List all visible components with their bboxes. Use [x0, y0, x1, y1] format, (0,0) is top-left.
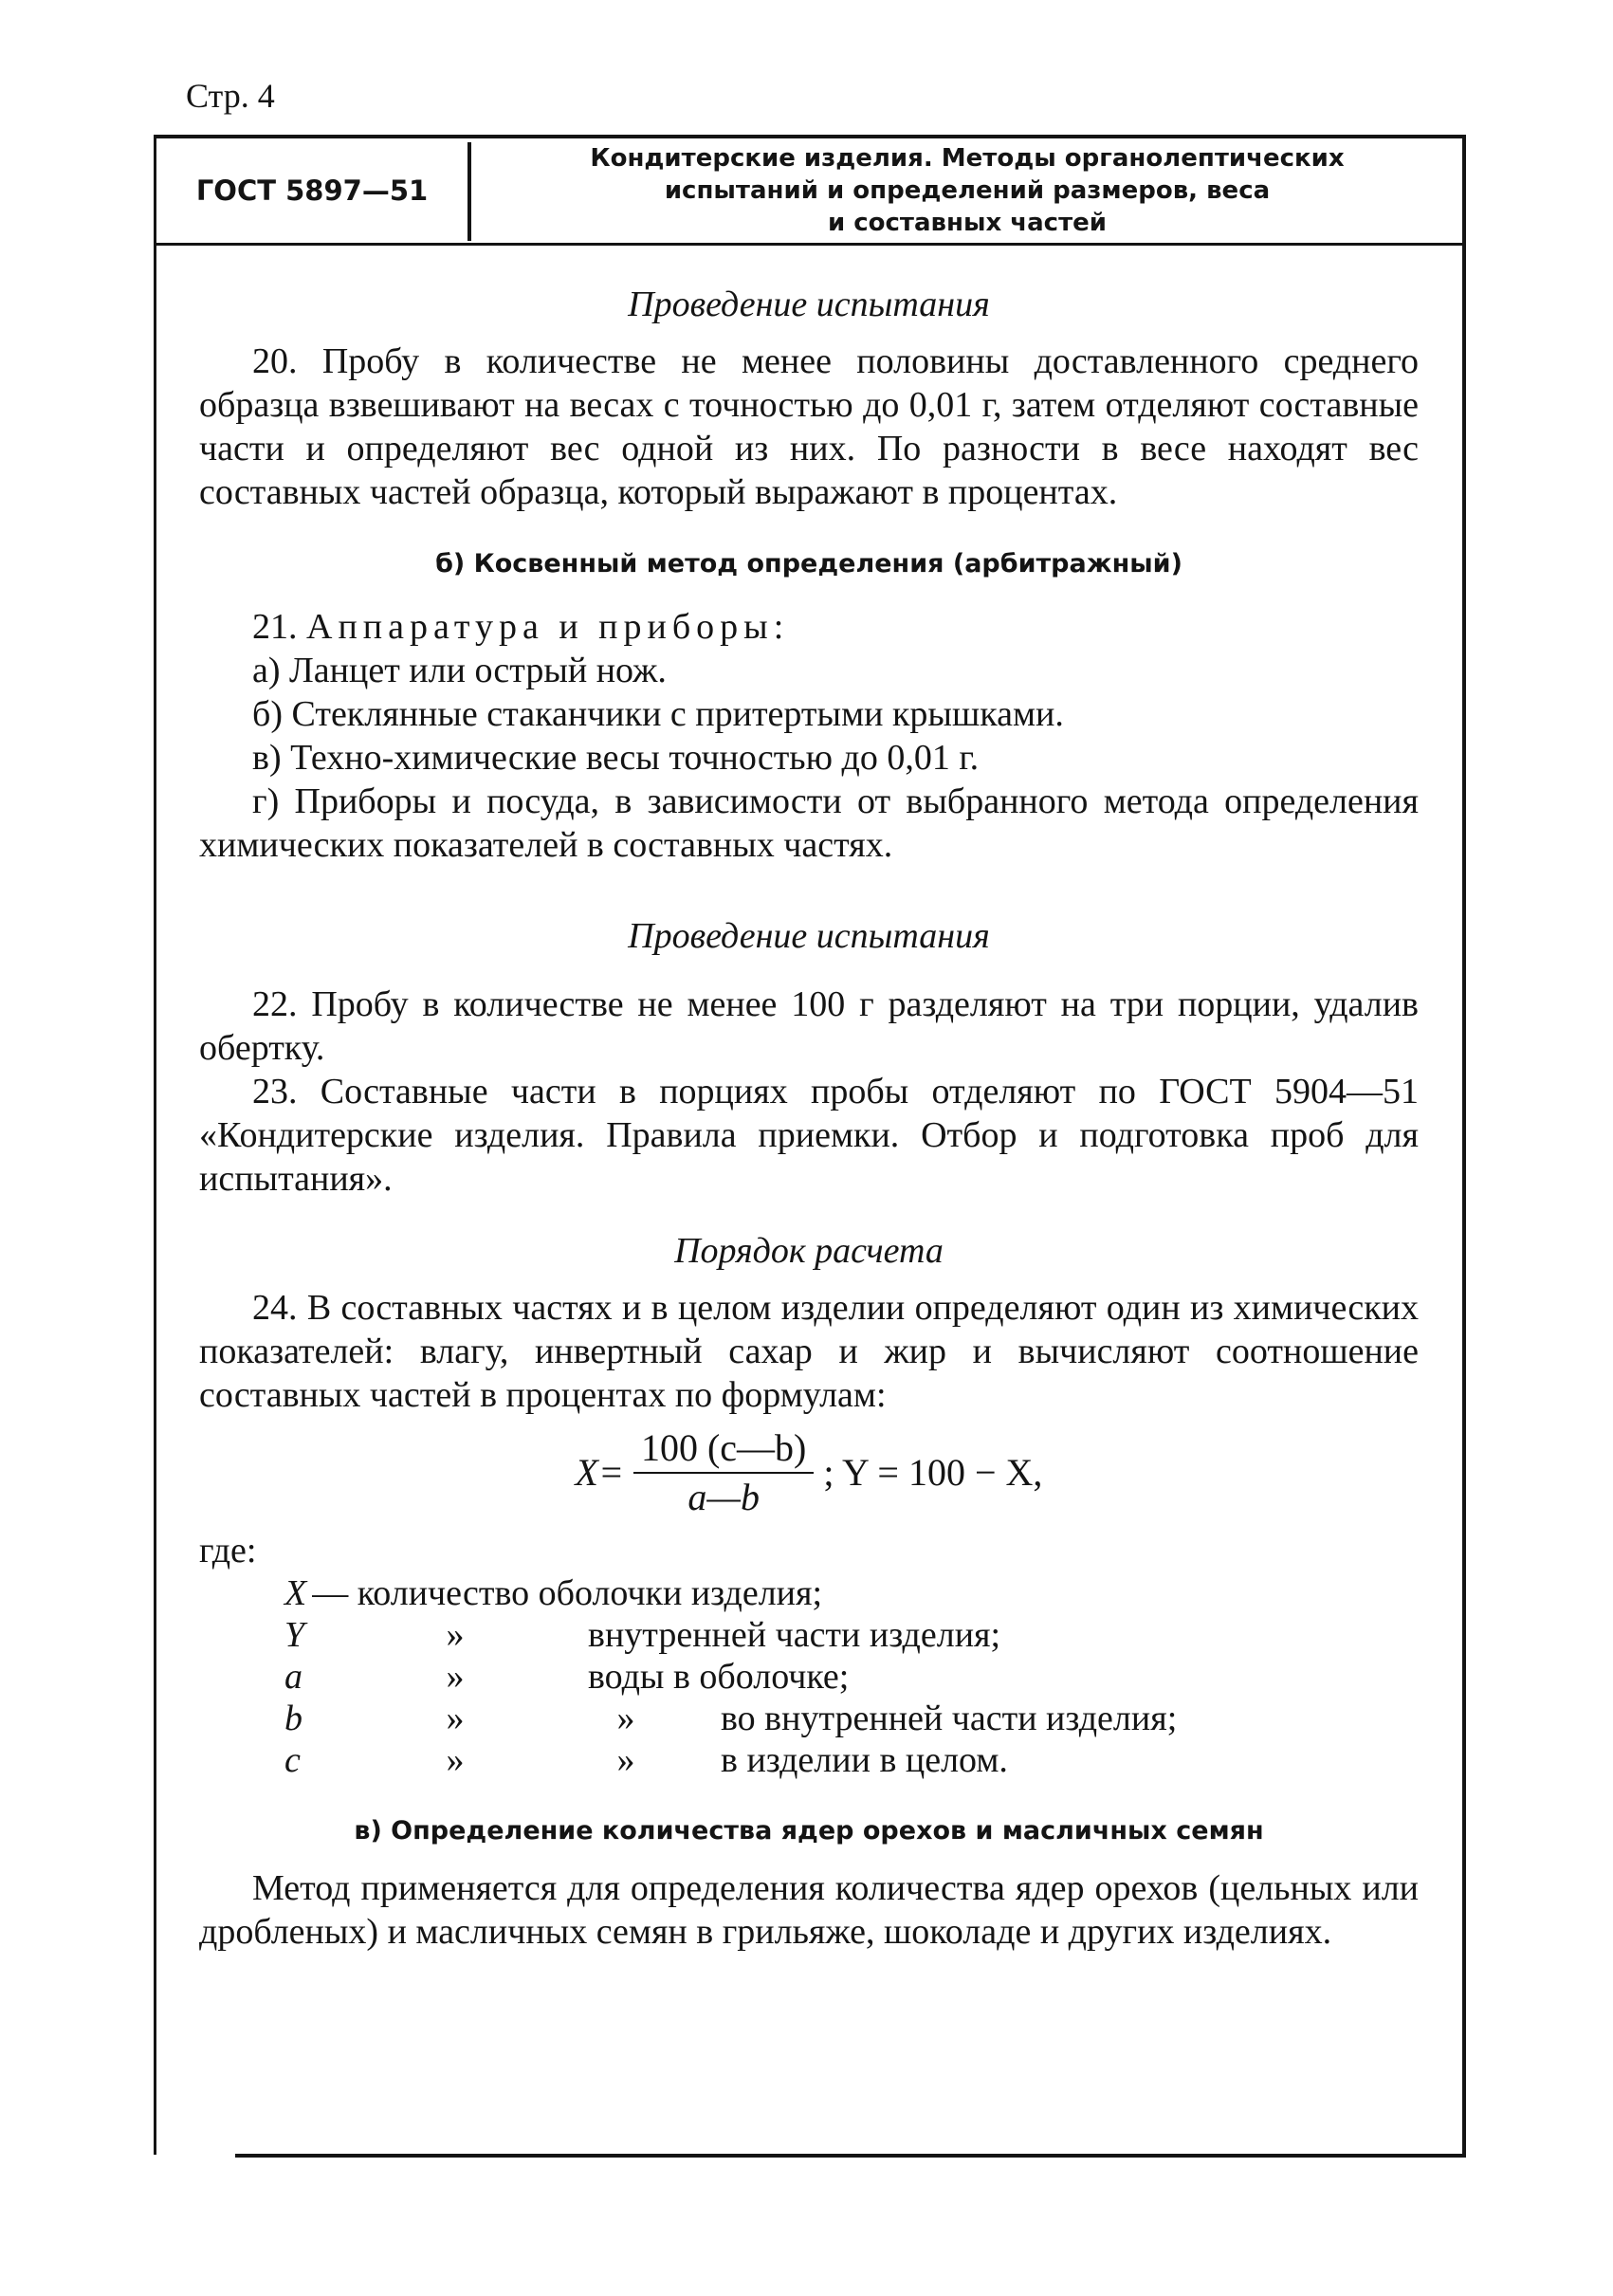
heading-testing-2: Проведение испытания [628, 916, 990, 956]
legend-symbol: Y [284, 1615, 305, 1655]
paragraph-23: 23. Составные части в порциях пробы отделяют по ГОСТ 5904—51 «Кондитерские изделия. Правила приемки. Отбор и подготовка проб для испытания». [199, 1072, 1419, 1199]
paragraph-24: 24. В составных частях и в целом изделии определяют один из химических показателей: влагу, инвертный сахар и жир и вычисляют соотношение составных частей в процентах по формулам: [199, 1288, 1419, 1415]
legend-symbol: b [284, 1699, 302, 1738]
paragraph-21-number: 21. [252, 607, 298, 647]
paragraph-22: 22. Пробу в количестве не менее 100 г разделяют на три порции, удалив обертку. [199, 984, 1419, 1068]
gost-title [474, 138, 1460, 243]
legend-text: воды в оболочке; [588, 1657, 850, 1697]
legend-row [284, 1614, 1419, 1656]
frame-bottom-line [235, 2154, 1465, 2158]
legend-text: в изделии в целом. [721, 1740, 1008, 1780]
heading-calculation: Порядок расчета [674, 1231, 944, 1271]
formula-rest: ; Y = 100 − X, [823, 1451, 1043, 1494]
legend-ditto: » [616, 1699, 635, 1738]
legend-row [284, 1698, 1419, 1739]
formula-lhs: X= [575, 1451, 624, 1494]
frame-header-line [154, 243, 1465, 246]
heading-nut-kernels: в) Определение количества ядер орехов и масличных семян [354, 1816, 1264, 1846]
paragraph-21-title-text: Аппаратура и приборы: [306, 607, 790, 647]
legend-symbol: X [284, 1573, 307, 1613]
gost-code: ГОСТ 5897—51 [195, 174, 429, 207]
document-body [199, 283, 1419, 1954]
legend-row [284, 1572, 1419, 1614]
frame-left-line [154, 135, 156, 2155]
legend-symbol: c [284, 1740, 301, 1780]
legend-row [284, 1739, 1419, 1781]
paragraph-20: 20. Пробу в количестве не менее половины доставленного среднего образца взвешивают на весах с точностью до 0,01 г, затем отделяют составные части и определяют вес одной из них. По разности в весе находят вес составных частей образца, который выражают в процентах. [199, 341, 1419, 512]
gost-title-line-2: испытаний и определений размеров, веса [664, 176, 1271, 205]
gost-title-line-3: и составных частей [827, 209, 1108, 237]
list-item-b: б) Стеклянные стаканчики с притертыми крышками. [252, 694, 1064, 734]
formula-denominator: a—b [687, 1476, 760, 1518]
legend-text: во внутренней части изделия; [721, 1699, 1178, 1738]
page-number: Стр. 4 [186, 77, 275, 115]
list-item-v: в) Техно-химические весы точностью до 0,01 г. [252, 738, 980, 778]
legend-symbol: a [284, 1657, 302, 1697]
paragraph-21-title [199, 605, 1419, 649]
legend-ditto: » [446, 1615, 465, 1655]
where-label: где: [199, 1531, 257, 1570]
heading-testing-1: Проведение испытания [628, 285, 990, 324]
formula-numerator: 100 (c—b) [633, 1426, 814, 1474]
list-item-a: а) Ланцет или острый нож. [252, 651, 667, 690]
gost-title-line-1: Кондитерские изделия. Методы органолептических [590, 144, 1345, 173]
legend-ditto: » [446, 1740, 465, 1780]
legend-text: внутренней части изделия; [588, 1615, 1001, 1655]
legend [284, 1572, 1419, 1781]
list-item-g: г) Приборы и посуда, в зависимости от выбранного метода определения химических показателей в составных частях. [199, 781, 1419, 865]
legend-ditto: » [446, 1657, 465, 1697]
paragraph-method: Метод применяется для определения количества ядер орехов (цельных или дробленых) и масличных семян в грильяже, шоколаде и других изделиях. [199, 1868, 1419, 1952]
heading-indirect-method: б) Косвенный метод определения (арбитражный) [435, 549, 1182, 579]
frame-right-line [1462, 135, 1466, 2158]
legend-ditto: » [446, 1699, 465, 1738]
legend-text: — количество оболочки изделия; [312, 1573, 823, 1613]
formula [199, 1417, 1419, 1529]
legend-ditto: » [616, 1740, 635, 1780]
legend-row [284, 1656, 1419, 1698]
formula-fraction [633, 1426, 814, 1519]
header-separator [467, 142, 471, 241]
